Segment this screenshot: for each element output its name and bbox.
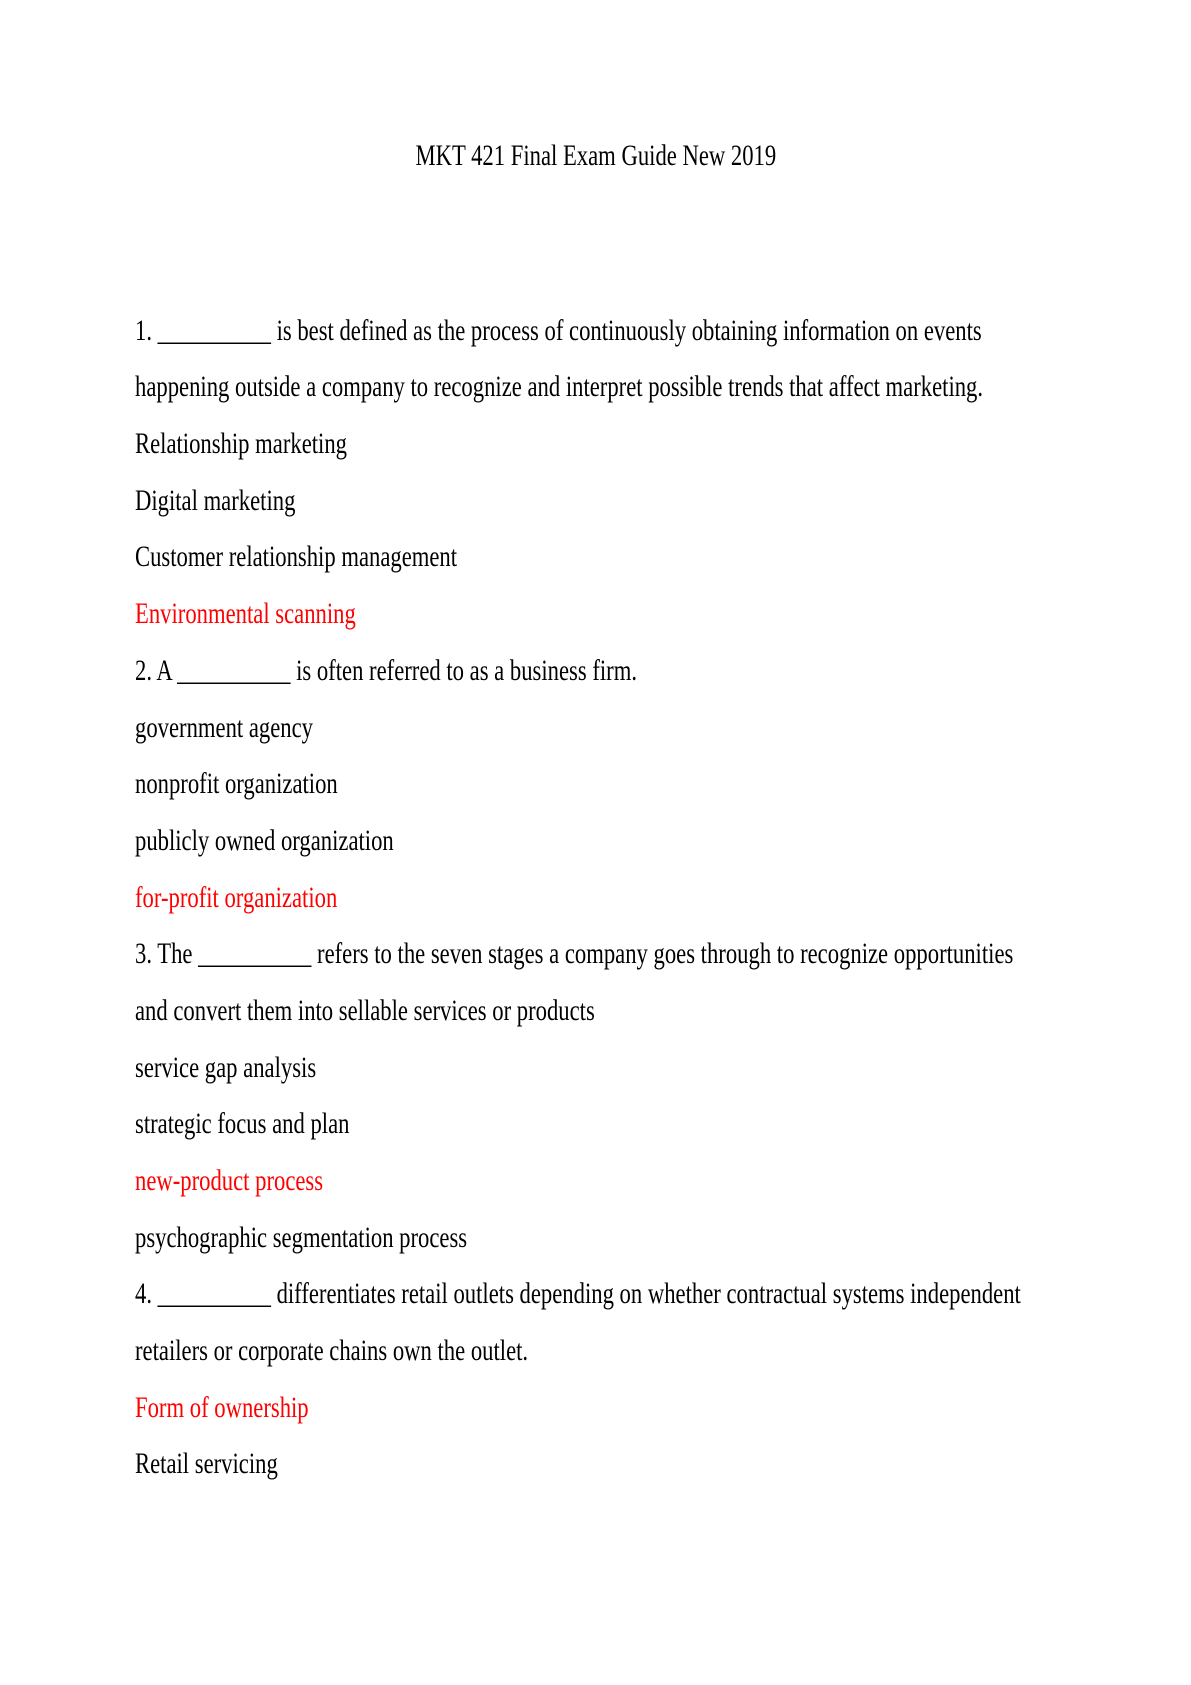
- question-1-prompt-text-1: 1. __________ is best defined as the process of continuously obtaining information on events: [135, 313, 982, 347]
- option-label: publicly owned organization: [135, 823, 394, 857]
- question-list: [135, 303, 1056, 1493]
- question-2-prompt-text-1: 2. A __________ is often referred to as a business firm.: [135, 653, 637, 687]
- question-4-prompt-text-1: 4. __________ differentiates retail outlets depending on whether contractual systems independent: [135, 1277, 1021, 1311]
- question-2-option-3: [135, 813, 1056, 870]
- question-2-prompt-line-1: [135, 643, 1056, 700]
- document-content: [135, 0, 1056, 1493]
- question-2-option-2: [135, 756, 1056, 813]
- option-label: Environmental scanning: [135, 597, 356, 631]
- question-3-option-3-answer: [135, 1153, 1056, 1210]
- question-3-prompt-text-2: and convert them into sellable services or products: [135, 993, 595, 1027]
- option-label: government agency: [135, 710, 313, 744]
- option-label: Form of ownership: [135, 1390, 309, 1424]
- question-3-option-1: [135, 1040, 1056, 1097]
- question-1-option-1: [135, 416, 1056, 473]
- question-3-option-4: [135, 1210, 1056, 1267]
- option-label: for-profit organization: [135, 880, 338, 914]
- question-4-prompt-line-2: [135, 1323, 1056, 1380]
- option-label: Relationship marketing: [135, 427, 347, 461]
- question-1-prompt-line-1: [135, 303, 1056, 360]
- question-4-prompt-line-1: [135, 1266, 1056, 1323]
- question-1-option-4-answer: [135, 586, 1056, 643]
- option-label: nonprofit organization: [135, 767, 338, 801]
- question-1-prompt-text-2: happening outside a company to recognize and interpret possible trends that affect marketing.: [135, 370, 984, 404]
- option-label: strategic focus and plan: [135, 1107, 350, 1141]
- question-2-option-1: [135, 700, 1056, 757]
- page-title: [135, 128, 1056, 185]
- option-label: service gap analysis: [135, 1050, 317, 1084]
- question-4-option-1-answer: [135, 1380, 1056, 1437]
- question-2-option-4-answer: [135, 870, 1056, 927]
- question-4-option-2: [135, 1436, 1056, 1493]
- question-3-prompt-line-2: [135, 983, 1056, 1040]
- question-1-option-2: [135, 473, 1056, 530]
- question-4-prompt-text-2: retailers or corporate chains own the outlet.: [135, 1334, 529, 1368]
- option-label: psychographic segmentation process: [135, 1220, 468, 1254]
- option-label: new-product process: [135, 1164, 324, 1197]
- question-3-prompt-line-1: [135, 926, 1056, 983]
- question-1-option-3: [135, 529, 1056, 586]
- question-1-prompt-line-2: [135, 359, 1056, 416]
- question-3-prompt-text-1: 3. The __________ refers to the seven stages a company goes through to recognize opportunities: [135, 937, 1014, 971]
- question-3-option-2: [135, 1096, 1056, 1153]
- page-title-text: MKT 421 Final Exam Guide New 2019: [415, 139, 776, 172]
- option-label: Retail servicing: [135, 1447, 278, 1481]
- option-label: Customer relationship management: [135, 540, 458, 574]
- option-label: Digital marketing: [135, 483, 296, 517]
